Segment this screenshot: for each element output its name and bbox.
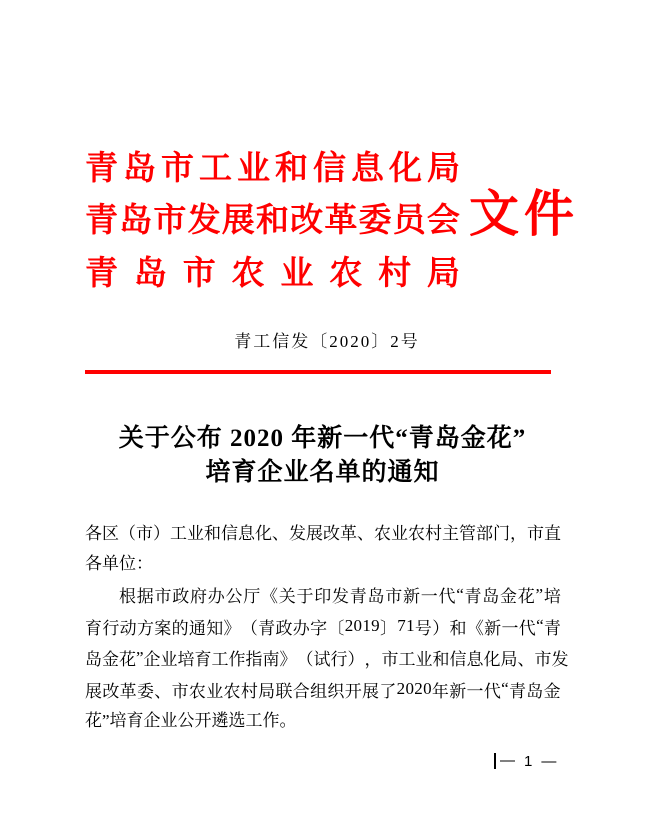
body-line: 花”培育企业公开遴选工作。 [85, 711, 297, 730]
document-title [0, 422, 645, 490]
page-number-left-dash: — [494, 753, 515, 769]
body-line: 根 据 市 政 府 办 公 厅 《 关 于 印 发 青 岛 市 新 一 代 “ 青 岛 金 花 ” 培 [119, 584, 561, 607]
body-line: 各 区 （ 市 ） 工 业 和 信 息 化 、 发 展 改 革 、 农 业 农 村 主 管 部 门 ， 市 直 [85, 524, 561, 544]
document-title-line-2: 培育企业名单的通知 [205, 459, 440, 486]
doc-number: 青工信发〔2020〕2号 [234, 332, 420, 351]
page-number [494, 752, 556, 770]
page-number-value: 1 [524, 752, 533, 770]
body-text [85, 516, 569, 737]
page-number-right-dash: — [541, 752, 557, 770]
red-separator-line [85, 370, 551, 374]
doc-type-label: 文 件 [469, 186, 574, 242]
body-line: 展 改 革 委 、 市 农 业 农 村 局 联 合 组 织 开 展 了 2 0 2 0 年 新 一 代 “ 青 岛 金 [85, 679, 561, 701]
header-agency-block [85, 139, 460, 297]
body-line: 各单位： [85, 553, 153, 573]
agency-name-3: 青 岛 市 农 业 农 村 局 [85, 255, 460, 292]
document-title-line-1: 关于公布 2020 年新一代“青岛金花” [118, 425, 527, 452]
body-line: 岛 金 花 ” 企 业 培 育 工 作 指 南 》 （ 试 行 ） ， 市 工 业 和 信 息 化 局 、 市 发 [85, 647, 569, 670]
agency-name-1: 青 岛 市 工 业 和 信 息 化 局 [85, 150, 460, 187]
agency-name-2: 青 岛 市 发 展 和 改 革 委 员 会 [85, 203, 460, 240]
body-line: 育 行 动 方 案 的 通 知 》 （ 青 政 办 字 〔 2 0 1 9 〕 7 1 号 ） 和 《 新 一 代 “ 青 [85, 616, 561, 638]
